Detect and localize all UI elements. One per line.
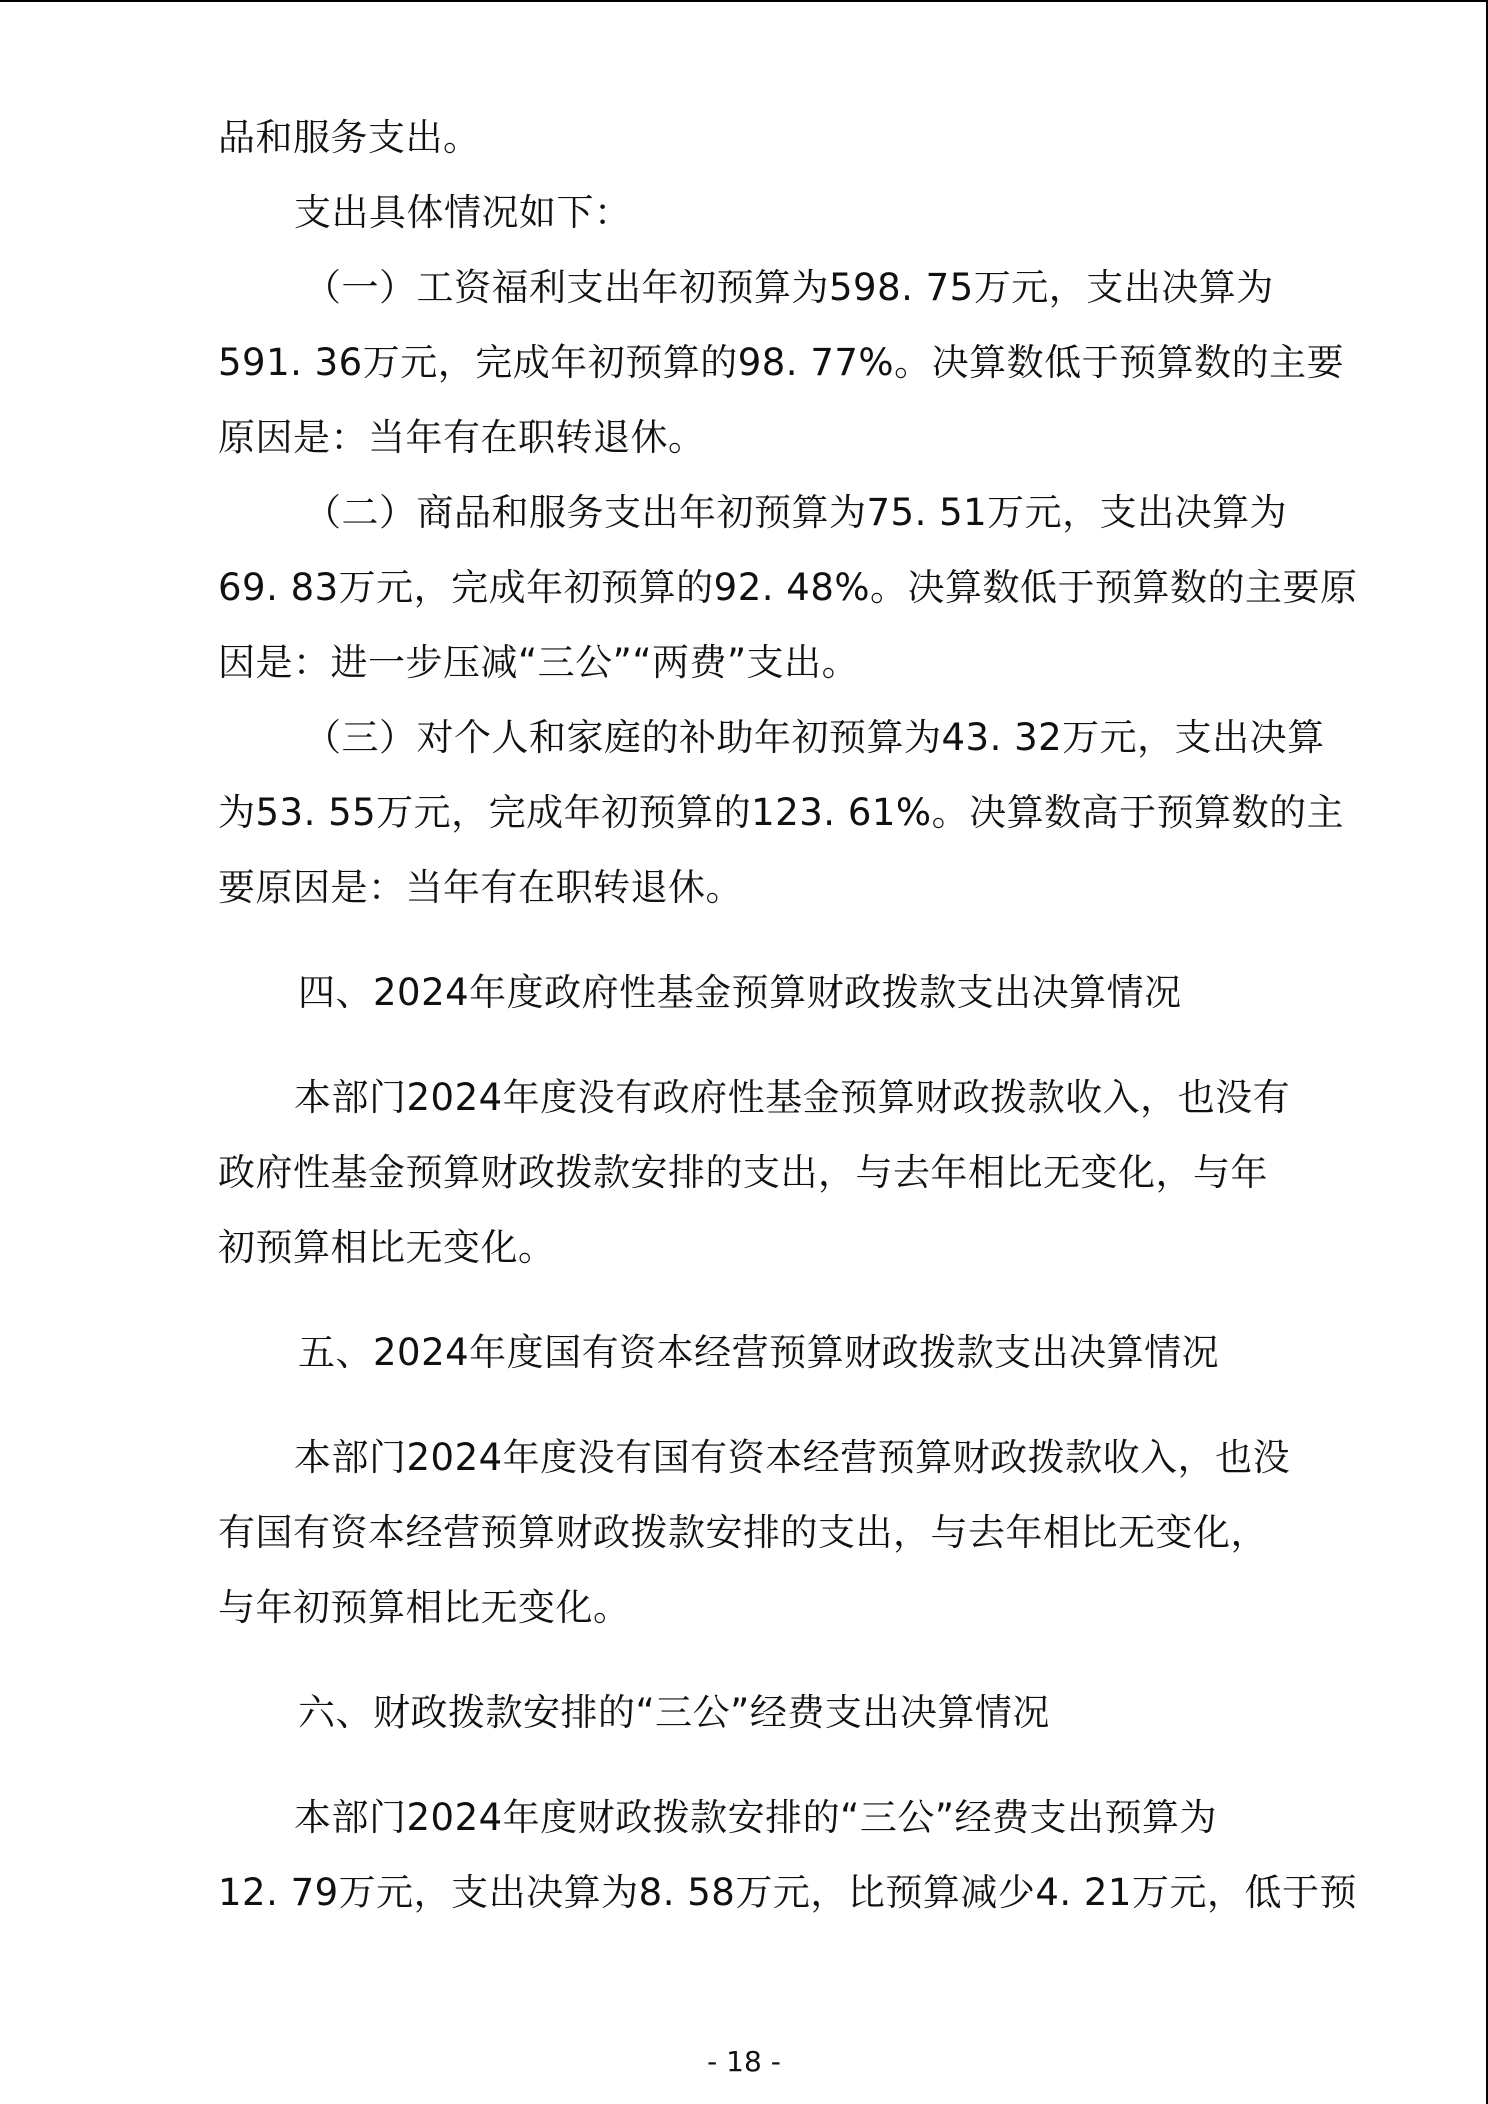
text-line: 与年初预算相比无变化。 <box>218 1586 631 1629</box>
text-line: 初预算相比无变化。 <box>218 1226 556 1269</box>
text-line: 为53. 55万元，完成年初预算的123. 61%。决算数高于预算数的主 <box>218 791 1345 834</box>
text-line: 本部门2024年度没有政府性基金预算财政拨款收入，也没有 <box>294 1076 1291 1119</box>
section-heading-6: 六、财政拨款安排的“三公”经费支出决算情况 <box>298 1691 1050 1734</box>
text-line: （三）对个人和家庭的补助年初预算为43. 32万元，支出决算 <box>304 716 1325 759</box>
text-line: 支出具体情况如下： <box>294 191 632 234</box>
text-line: 有国有资本经营预算财政拨款安排的支出，与去年相比无变化， <box>218 1511 1268 1554</box>
text-line: 因是：进一步压减“三公”“两费”支出。 <box>218 641 860 684</box>
section-heading-4: 四、2024年度政府性基金预算财政拨款支出决算情况 <box>298 971 1182 1014</box>
text-line: 品和服务支出。 <box>218 116 481 159</box>
text-line: 12. 79万元，支出决算为8. 58万元，比预算减少4. 21万元，低于预 <box>218 1871 1357 1914</box>
text-line: 政府性基金预算财政拨款安排的支出，与去年相比无变化，与年 <box>218 1151 1268 1194</box>
text-line: 要原因是：当年有在职转退休。 <box>218 866 743 909</box>
document-body <box>218 100 1358 1930</box>
text-line: 591. 36万元，完成年初预算的98. 77%。决算数低于预算数的主要 <box>218 341 1345 384</box>
text-line: 69. 83万元，完成年初预算的92. 48%。决算数低于预算数的主要原 <box>218 566 1358 609</box>
text-line: 本部门2024年度没有国有资本经营预算财政拨款收入，也没 <box>294 1436 1291 1479</box>
section-heading-5: 五、2024年度国有资本经营预算财政拨款支出决算情况 <box>298 1331 1220 1374</box>
text-line: 本部门2024年度财政拨款安排的“三公”经费支出预算为 <box>294 1796 1217 1839</box>
text-line: 原因是：当年有在职转退休。 <box>218 416 706 459</box>
text-line: （一）工资福利支出年初预算为598. 75万元，支出决算为 <box>304 266 1274 309</box>
page-number: - 18 - <box>707 2045 781 2078</box>
text-line: （二）商品和服务支出年初预算为75. 51万元，支出决算为 <box>304 491 1288 534</box>
